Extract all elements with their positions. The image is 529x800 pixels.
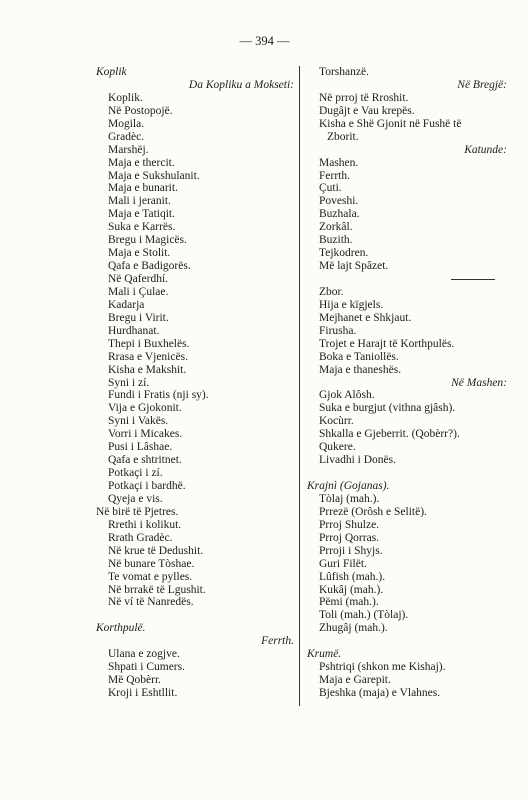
place-entry: Çuti.	[319, 182, 342, 195]
place-entry: Zbor.	[319, 285, 344, 298]
subsection-heading: Katunde:	[464, 143, 507, 156]
place-entry: Në birë të Pjetres.	[96, 505, 179, 518]
left-column	[96, 66, 294, 700]
place-entry: Buzith.	[319, 234, 353, 247]
place-entry: Zborit.	[327, 130, 359, 143]
place-entry: Pëmi (mah.).	[319, 596, 379, 609]
place-entry: Në bunare Tòshae.	[108, 557, 195, 570]
place-entry: Vija e Gjokonit.	[108, 402, 182, 415]
place-entry: Bregu i Virit.	[108, 311, 169, 324]
place-entry: Maja e Garepit.	[319, 674, 391, 687]
section-gap	[96, 609, 294, 622]
place-entry: Maja e Tatiqit.	[108, 208, 176, 221]
place-entry: Marshëj.	[108, 143, 149, 156]
place-entry: Mashen.	[319, 156, 359, 169]
column-divider	[299, 66, 300, 706]
place-entry: Tejkodren.	[319, 247, 369, 260]
place-entry: Bjeshka (maja) e Vlahnes.	[319, 687, 441, 699]
place-entry: Maja e thercit.	[108, 156, 175, 169]
place-entry: Fundi i Fratis (nji sy).	[108, 389, 209, 402]
place-entry: Qafa e shtritnet.	[108, 454, 182, 467]
place-entry: Dugâjt e Vau krepës.	[319, 104, 415, 117]
place-entry: Hurdhanat.	[108, 324, 160, 337]
place-entry: Në krue të Dedushit.	[108, 544, 204, 557]
place-entry: Në ví të Nanredës.	[108, 596, 194, 609]
place-entry: Shpati i Cumers.	[108, 661, 185, 674]
place-entry: Lûfish (mah.).	[319, 570, 386, 583]
place-entry: Toli (mah.) (Tòlaj).	[319, 609, 409, 622]
place-entry: Trojet e Harajt të Korthpulës.	[319, 337, 455, 350]
place-entry: Gjok Alôsh.	[319, 389, 375, 402]
place-entry: Maja e Stolit.	[108, 247, 171, 260]
place-entry: Në prroj të Rroshit.	[319, 91, 409, 104]
place-entry: Kisha e Makshit.	[108, 363, 187, 376]
place-entry: Kocùrr.	[319, 415, 354, 428]
place-entry: Mali i Çulae.	[108, 285, 169, 298]
place-entry: Qukere.	[319, 441, 356, 454]
place-entry: Te vomat e pylles.	[108, 570, 193, 583]
place-entry: Kisha e Shë Gjonit në Fushë të	[319, 117, 462, 130]
place-entry: Zorkâl.	[319, 221, 353, 234]
section-heading: Krumë.	[307, 648, 342, 661]
place-entry: Mejhanet e Shkjaut.	[319, 311, 412, 324]
section-gap	[307, 467, 507, 480]
place-entry: Rrath Gradèc.	[108, 531, 173, 544]
place-entry: Kadarja	[108, 298, 145, 311]
section-gap	[307, 635, 507, 648]
place-entry: Firusha.	[319, 324, 357, 337]
place-entry: Guri Filët.	[319, 557, 367, 570]
place-entry: Zhugâj (mah.).	[319, 622, 388, 635]
place-entry: Syni i zí.	[108, 376, 150, 389]
place-entry: Tòlaj (mah.).	[319, 492, 380, 505]
section-heading: Korthpulë.	[96, 622, 146, 635]
place-entry: Potkaçi i bardhë.	[108, 480, 186, 492]
place-entry: Në brrakë të Lgushit.	[108, 583, 206, 596]
place-entry: Ulana e zogjve.	[108, 648, 180, 661]
place-entry: Prroj Shulze.	[319, 518, 380, 531]
place-entry: Mogila.	[108, 117, 145, 130]
place-entry: Mali i jeranit.	[108, 195, 171, 208]
section-rule	[307, 273, 507, 286]
place-entry: Qafa e Badigorës.	[108, 260, 191, 273]
place-entry: Suka e burgjut (vithna gjâsh).	[319, 402, 456, 415]
subsection-heading: Da Kopliku a Mokseti:	[188, 78, 294, 91]
place-entry: Ferrth.	[319, 169, 350, 182]
place-entry: Më lajt Spâzet.	[319, 260, 389, 273]
place-entry: Maja e Sukshulanit.	[108, 169, 200, 182]
place-entry: Qyeja e vis.	[108, 492, 163, 505]
place-entry: Poveshi.	[319, 195, 359, 208]
subsection-heading: Ferrth.	[261, 635, 294, 648]
place-entry: Rrasa e Vjenicës.	[108, 350, 188, 363]
right-column	[307, 66, 507, 700]
place-entry: Vorri i Micakes.	[108, 428, 183, 441]
place-entry: Maja e thaneshës.	[319, 363, 402, 376]
place-entry: Pusi i Lâshae.	[108, 441, 173, 454]
place-entry: Në Qaferdhí.	[108, 273, 169, 285]
place-entry: Koplik.	[108, 91, 143, 104]
place-entry: Prrezë (Orôsh e Selitë).	[319, 505, 427, 518]
place-entry: Prroj Qorras.	[319, 531, 380, 544]
subsection-heading: Në Mashen:	[451, 376, 507, 389]
place-entry: Pshtriqi (shkon me Kishaj).	[319, 661, 446, 674]
place-entry: Më Qobèrr.	[108, 674, 162, 687]
place-entry: Buzhala.	[319, 208, 360, 221]
place-entry: Hija e kïgjels.	[319, 298, 384, 311]
place-entry: Në Postopojë.	[108, 104, 173, 117]
place-entry: Maja e bunarit.	[108, 182, 178, 195]
place-entry: Boka e Taniollës.	[319, 350, 399, 363]
place-entry: Suka e Karrës.	[108, 221, 176, 234]
place-entry: Torshanzë.	[319, 66, 369, 78]
place-entry: Kroji i Eshtllit.	[108, 687, 178, 699]
place-entry: Rrethi i kolikut.	[108, 518, 182, 531]
place-entry: Syni i Vakës.	[108, 415, 169, 428]
place-entry: Gradèc.	[108, 130, 145, 143]
place-entry: Potkaçi i zí.	[108, 467, 163, 480]
place-entry: Kukâj (mah.).	[319, 583, 384, 596]
place-entry: Prroji i Shyjs.	[319, 544, 383, 557]
place-entry: Shkalla e Gjeberrit. (Qobèrr?).	[319, 428, 460, 441]
place-entry: Livadhi i Donës.	[319, 454, 396, 467]
subsection-heading: Në Bregjë:	[457, 78, 507, 91]
section-heading: Koplik	[96, 66, 127, 78]
place-entry: Thepi i Buxhelës.	[108, 337, 190, 350]
place-entry: Bregu i Magicës.	[108, 234, 187, 247]
page-number: — 394 —	[239, 34, 290, 48]
section-heading: Krajnì (Gojanas).	[307, 480, 390, 492]
